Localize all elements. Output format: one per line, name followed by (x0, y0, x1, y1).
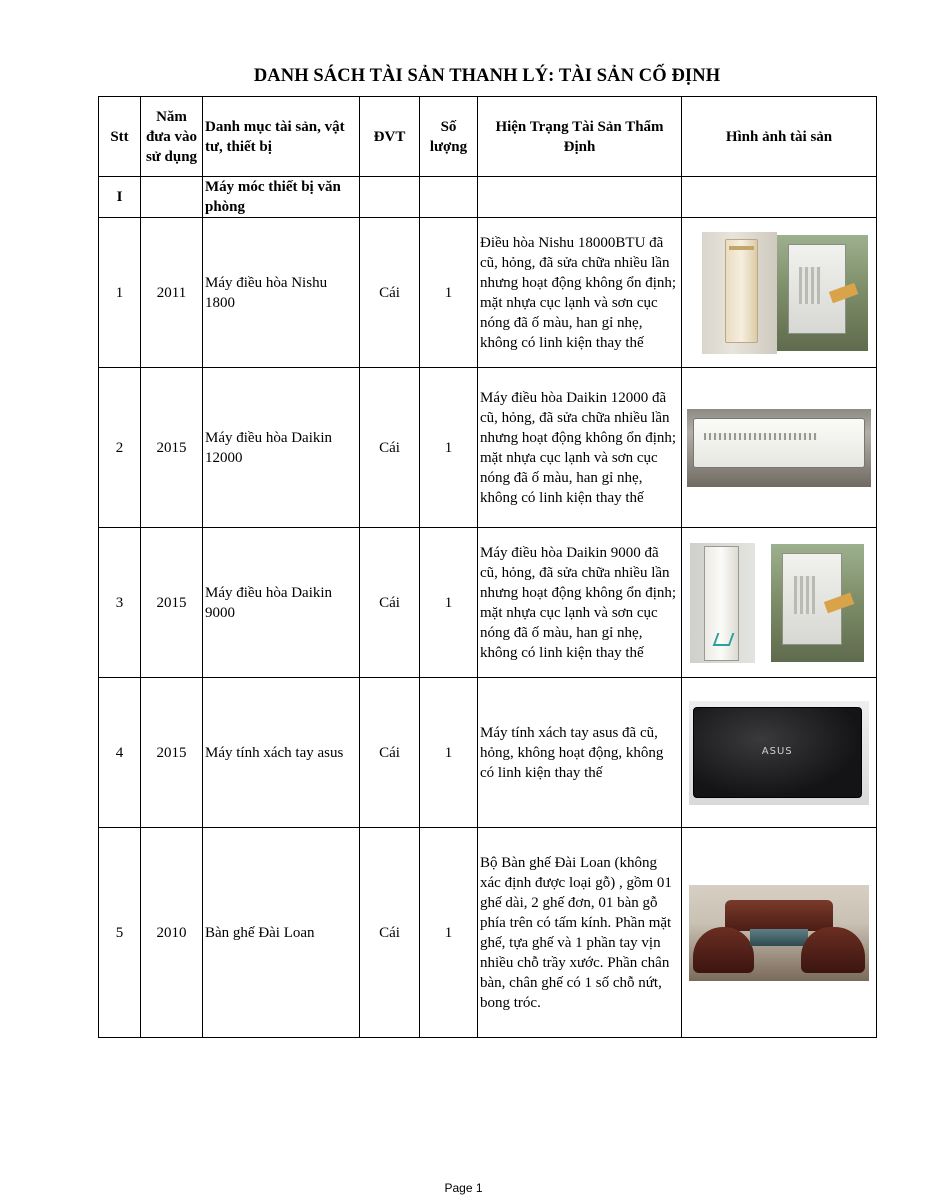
row-year: 2015 (141, 528, 203, 678)
row-condition: Máy tính xách tay asus đã cũ, hỏng, không hoạt động, không có linh kiện thay thế (478, 678, 682, 828)
table-row (99, 528, 877, 678)
row-asset-name: Máy điều hòa Nishu 1800 (203, 218, 360, 368)
header-image: Hình ảnh tài sản (682, 97, 877, 177)
section-empty-cell (360, 177, 420, 218)
section-roman: I (99, 177, 141, 218)
row-condition: Bộ Bàn ghế Đài Loan (không xác định được loại gỗ) , gồm 01 ghế dài, 2 ghế đơn, 01 bàn gỗ phía trên có tấm kính. Phần mặt ghế, tựa ghế và 1 phần tay vịn nhiều chỗ trầy xước. Phần chân bàn, chân ghế có 1 số chỗ nứt, bong tróc. (478, 828, 682, 1038)
header-qty: Số lượng (420, 97, 478, 177)
row-asset-name: Máy tính xách tay asus (203, 678, 360, 828)
split-ac-photo (687, 409, 871, 487)
row-unit: Cái (360, 368, 420, 528)
row-stt: 2 (99, 368, 141, 528)
row-stt: 1 (99, 218, 141, 368)
row-photos (682, 678, 877, 828)
row-asset-name: Máy điều hòa Daikin 9000 (203, 528, 360, 678)
document-title: DANH SÁCH TÀI SẢN THANH LÝ: TÀI SẢN CỐ ĐỊNH (253, 66, 721, 86)
section-empty-cell (682, 177, 877, 218)
row-stt: 4 (99, 678, 141, 828)
furniture-photo (689, 885, 869, 981)
row-year: 2010 (141, 828, 203, 1038)
row-asset-name: Máy điều hòa Daikin 12000 (203, 368, 360, 528)
table-row (99, 368, 877, 528)
header-unit: ĐVT (360, 97, 420, 177)
laptop-photo (689, 701, 869, 805)
header-year: Năm đưa vào sử dụng (141, 97, 203, 177)
indoor-ac-photo (702, 232, 777, 354)
table-row (99, 828, 877, 1038)
header-stt: Stt (99, 97, 141, 177)
row-stt: 3 (99, 528, 141, 678)
header-item: Danh mục tài sản, vật tư, thiết bị (203, 97, 360, 177)
row-year: 2015 (141, 368, 203, 528)
row-stt: 5 (99, 828, 141, 1038)
row-qty: 1 (420, 528, 478, 678)
section-empty-cell (478, 177, 682, 218)
row-unit: Cái (360, 218, 420, 368)
header-row (99, 97, 877, 177)
row-unit: Cái (360, 828, 420, 1038)
table-row (99, 678, 877, 828)
row-qty: 1 (420, 368, 478, 528)
row-unit: Cái (360, 678, 420, 828)
table-row (99, 218, 877, 368)
asset-table (98, 96, 877, 1038)
indoor-ac-photo (690, 543, 755, 663)
section-empty-cell (420, 177, 478, 218)
row-photos (682, 218, 877, 368)
row-photos (682, 528, 877, 678)
row-condition: Máy điều hòa Daikin 12000 đã cũ, hỏng, đã sửa chữa nhiều lần nhưng hoạt động không ổn định; mặt nhựa cục lạnh và sơn cục nóng đã ố màu, han gỉ nhẹ, không có linh kiện thay thế (478, 368, 682, 528)
outdoor-ac-photo (777, 235, 868, 351)
row-unit: Cái (360, 528, 420, 678)
row-year: 2015 (141, 678, 203, 828)
page-number: Page 1 (444, 1181, 483, 1195)
row-condition: Máy điều hòa Daikin 9000 đã cũ, hỏng, đã sửa chữa nhiều lần nhưng hoạt động không ổn định; mặt nhựa cục lạnh và sơn cục nóng đã ố màu, han gỉ nhẹ, không có linh kiện thay thế (478, 528, 682, 678)
row-qty: 1 (420, 678, 478, 828)
row-condition: Điều hòa Nishu 18000BTU đã cũ, hỏng, đã sửa chữa nhiều lần nhưng hoạt động không ổn định; mặt nhựa cục lạnh và sơn cục nóng đã ố màu, han gỉ nhẹ, không có linh kiện thay thế (478, 218, 682, 368)
row-qty: 1 (420, 828, 478, 1038)
section-row (99, 177, 877, 218)
section-empty-cell (141, 177, 203, 218)
row-photos (682, 828, 877, 1038)
header-condition: Hiện Trạng Tài Sản Thẩm Định (478, 97, 682, 177)
row-photos (682, 368, 877, 528)
row-asset-name: Bàn ghế Đài Loan (203, 828, 360, 1038)
row-qty: 1 (420, 218, 478, 368)
outdoor-ac-photo (771, 544, 864, 662)
row-year: 2011 (141, 218, 203, 368)
section-label: Máy móc thiết bị văn phòng (203, 177, 360, 218)
laptop-logo: ASUS (761, 745, 793, 757)
